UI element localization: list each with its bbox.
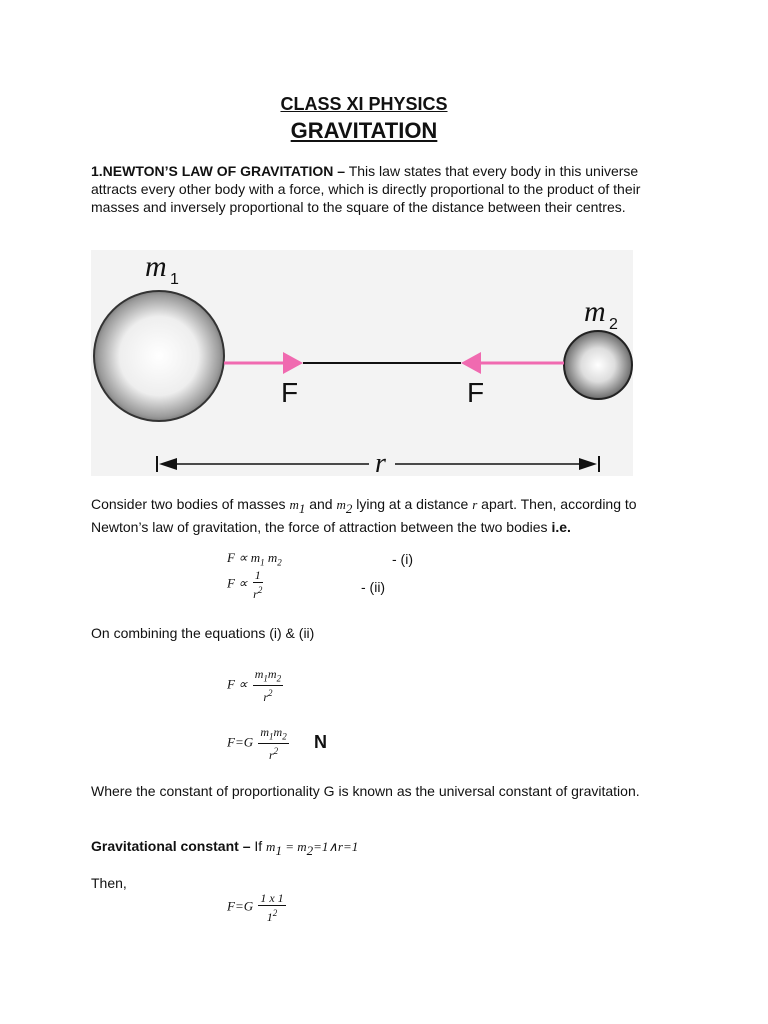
eq3-den-base: r <box>263 690 268 705</box>
equation-1 <box>227 550 282 568</box>
eq4-num-s2: 2 <box>282 731 287 742</box>
equation-2-tag: - (ii) <box>361 579 386 595</box>
eq3-num-s1: 1 <box>263 673 268 684</box>
section-text: This law states that every body in this universe attracts every other body with a force, which is directly proportional to the product of their masses and inversely proportional to the square of the distance between their centres. <box>91 163 641 215</box>
eq2-den-exp: 2 <box>257 585 263 595</box>
combining-text: On combining the equations (i) & (ii) <box>91 625 315 641</box>
eq4-den-base: r <box>268 748 274 763</box>
gconst-s2: 2 <box>306 842 314 858</box>
consider-text-1: Consider two bodies of masses <box>91 496 290 512</box>
eq5-fraction <box>258 891 285 924</box>
section-heading: 1.NEWTON’S LAW OF GRAVITATION – <box>91 163 346 179</box>
eq4-fraction <box>258 725 288 762</box>
eq3-numerator <box>253 667 283 686</box>
unit-newton: N <box>314 732 327 752</box>
page-title: CLASS XI PHYSICS <box>280 94 448 114</box>
eq1-mid: m <box>264 550 278 565</box>
mass-subscript-2: 2 <box>345 500 353 516</box>
eq3-lhs: F ∝ <box>227 676 248 692</box>
eq4-lhs: F=G <box>227 734 254 750</box>
eq4-num-m2: m <box>273 725 283 739</box>
mass-symbol-1: m <box>289 497 299 512</box>
mass-1-sphere <box>94 291 224 421</box>
equation-4 <box>227 725 289 762</box>
eq5-numerator: 1 x 1 <box>260 891 284 905</box>
eq5-den-exp: 2 <box>272 908 278 918</box>
equation-3 <box>227 667 283 704</box>
eq4-den-exp: 2 <box>273 746 279 757</box>
gconst-if: If <box>250 838 267 854</box>
eq4-num-s1: 1 <box>269 731 274 742</box>
gravitation-diagram <box>91 250 633 476</box>
consider-paragraph <box>91 495 671 536</box>
eq4-denominator <box>269 744 278 762</box>
consider-text-4: apart. Then, according to Newton’s law of gravitation, the force of attraction between the two bodies <box>91 496 637 535</box>
eq4-numerator <box>258 725 288 744</box>
ie-text: i.e. <box>551 518 571 535</box>
eq2-fraction <box>253 568 263 601</box>
mass-subscript-1: 1 <box>298 500 306 516</box>
eq5-denominator <box>267 906 278 924</box>
where-paragraph: Where the constant of proportionality G is known as the universal constant of gravitation. <box>91 783 640 799</box>
eq2-numerator: 1 <box>254 568 261 582</box>
consider-text-3: lying at a distance <box>352 496 473 512</box>
eq2-lhs: F ∝ <box>227 575 248 591</box>
chapter-title: GRAVITATION <box>290 118 438 143</box>
eq3-num-m1: m <box>254 667 264 681</box>
gconst-rest: =1∧r=1 <box>313 839 359 854</box>
equation-1-tag: - (i) <box>392 551 413 567</box>
mass-2-label: m <box>584 295 606 328</box>
eq2-denominator <box>253 583 262 601</box>
equation-5 <box>227 891 286 924</box>
eq1-lhs: F ∝ m <box>227 550 261 565</box>
mass-2-sphere <box>564 331 632 399</box>
gravitational-constant-line <box>91 837 651 860</box>
eq3-num-s2: 2 <box>276 673 282 684</box>
eq2-den-base: r <box>253 587 258 601</box>
then-text: Then, <box>91 875 127 891</box>
eq3-denominator <box>263 686 272 704</box>
force-label-left: F <box>281 377 299 408</box>
distance-label: r <box>375 448 386 476</box>
eq5-den-base: 1 <box>266 910 273 924</box>
mass-symbol-2: m <box>336 497 346 512</box>
mass-2-subscript: 2 <box>609 316 618 333</box>
gconst-eq: = m <box>281 839 307 854</box>
gconst-m1: m <box>266 839 276 854</box>
eq4-num-m1: m <box>260 725 270 739</box>
eq3-fraction <box>253 667 283 704</box>
gconst-s1: 1 <box>275 842 282 858</box>
equation-2 <box>227 568 263 601</box>
eq5-lhs: F=G <box>227 898 254 914</box>
eq1-sub2: 2 <box>277 557 282 568</box>
eq1-sub1: 1 <box>260 557 265 568</box>
force-label-right: F <box>467 377 485 408</box>
mass-1-label: m <box>145 250 167 283</box>
consider-text-2: and <box>305 496 337 512</box>
mass-1-subscript: 1 <box>170 271 179 288</box>
eq3-num-m2: m <box>267 667 277 681</box>
eq3-den-exp: 2 <box>267 688 273 699</box>
gconst-heading: Gravitational constant – <box>91 838 251 854</box>
distance-symbol: r <box>472 497 478 512</box>
newtons-law-paragraph <box>91 162 651 216</box>
